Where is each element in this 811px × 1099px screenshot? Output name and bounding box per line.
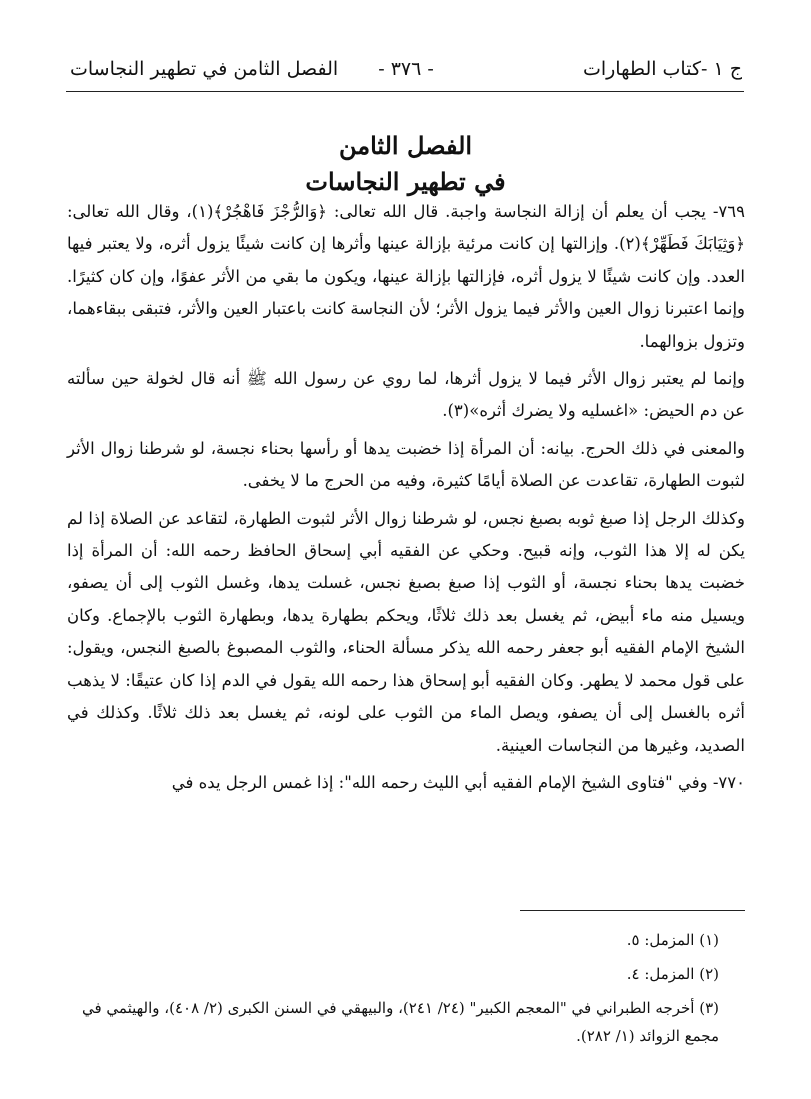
footnote-3: (٣) أخرجه الطبراني في "المعجم الكبير" (٢٤/ ٢٤١)، والبيهقي في السنن الكبرى (٢/ ٤٠٨)، والهيثمي في مجمع الزوائد (١/ ٢٨٢).: [81, 999, 719, 1045]
header-volume-book: ج ١ -كتاب الطهارات: [582, 58, 742, 80]
paragraph-770: ٧٧٠- وفي "فتاوى الشيخ الإمام الفقيه أبي الليث رحمه الله": إذا غمس الرجل يده في: [171, 772, 745, 792]
header-page-number: - ٣٧٦ -: [378, 58, 434, 80]
running-header: [70, 56, 742, 88]
header-divider: [66, 91, 744, 92]
main-text: [67, 196, 745, 804]
paragraph-khawla-hadith: وإنما لم يعتبر زوال الأثر فيما لا يزول أثرها، لما روي عن رسول الله ﷺ أنه قال لخولة حين سألته عن دم الحيض: «اغسليه ولا يضرك أثره»(٣).: [67, 369, 745, 421]
chapter-title-line2: في تطهير النجاسات: [305, 167, 506, 196]
chapter-heading: [0, 128, 811, 200]
footnote-divider: [520, 910, 745, 911]
chapter-title-line1: الفصل الثامن: [338, 131, 473, 160]
paragraph-haraj: والمعنى في ذلك الحرج. بيانه: أن المرأة إذا خضبت يدها أو رأسها بحناء نجسة، لو شرطنا زوال الأثر لثبوت الطهارة، تقاعدت عن الصلاة أيامًا كثيرة، وفيه من الحرج ما لا يخفى.: [67, 438, 745, 491]
footnote-1: (١) المزمل: ٥.: [626, 931, 719, 949]
footnote-2: (٢) المزمل: ٤.: [626, 965, 719, 983]
header-chapter-title: الفصل الثامن في تطهير النجاسات: [70, 58, 339, 80]
paragraph-769: ٧٦٩- يجب أن يعلم أن إزالة النجاسة واجبة. قال الله تعالى: ﴿وَالرُّجْزَ فَاهْجُرْ﴾(١)، وقال الله تعالى: ﴿وَثِيَابَكَ فَطَهِّرْ﴾(٢). وإزالتها إن كانت مرئية بإزالة عينها وأثرها إن كانت شيئًا يزول أثره، ولا يعتبر فيها العدد. وإن كانت شيئًا لا يزول أثره، فإزالتها بإزالة عينها، ويكون ما بقي من الأثر عفوًا، وإن كان كثيرًا. وإنما اعتبرنا زوال العين والأثر فيما يزول الأثر؛ لأن النجاسة كانت باعتبار العين والأثر، فتبقى ببقاءهما، وتزول بزوالهما.: [67, 202, 745, 351]
paragraph-dyed-garment: وكذلك الرجل إذا صبغ ثوبه بصبغ نجس، لو شرطنا زوال الأثر لثبوت الطهارة، لتقاعد عن الصلاة إذا لم يكن له إلا هذا الثوب، وإنه قبيح. وحكي عن الفقيه أبي إسحاق الحافظ رحمه الله: أن المرأة إذا خضبت يدها بحناء نجسة، أو الثوب إذا صبغ بصبغ نجس، غسلت يدها، وغسل الثوب إلى أن يصفو، ويسيل منه ماء أبيض، ثم يغسل بعد ذلك ثلاثًا، ويحكم بطهارة يدها، وبطهارة الثوب بالإجماع. وكان الشيخ الإمام الفقيه أبو جعفر رحمه الله يذكر مسألة الحناء، والثوب المصبوغ بالصبغ النجس، ويقول: على قول محمد لا يطهر. وكان الفقيه أبو إسحاق هذا رحمه الله يقول في الدم إذا كان عتيقًا: لا يذهب أثره بالغسل إلى أن يصفو، ويصل الماء من الثوب على لونه، ثم يغسل بعد ذلك ثلاثًا. وكذلك في الصديد، وغيرها من النجاسات العينية.: [67, 508, 745, 755]
footnotes: [67, 926, 745, 1056]
